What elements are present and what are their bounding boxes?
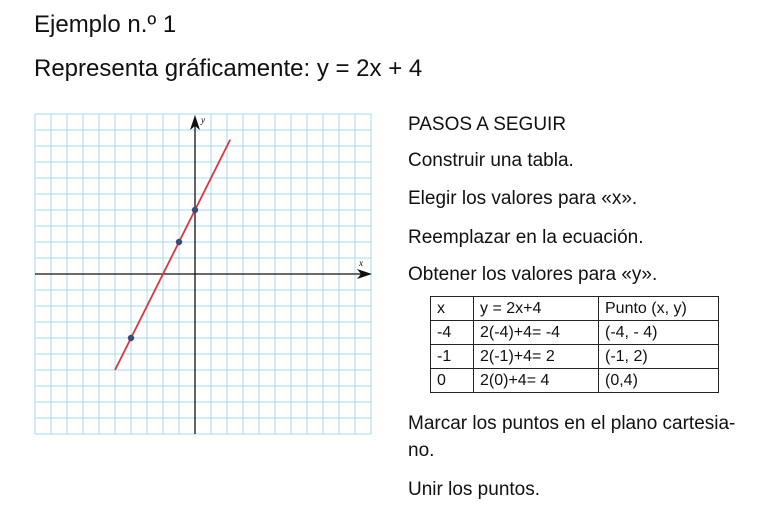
example-title: Ejemplo n.º 1 xyxy=(34,11,177,38)
table-cell: 2(-4)+4= -4 xyxy=(474,321,599,345)
table-header-row xyxy=(431,297,719,321)
steps-heading: PASOS A SEGUIR xyxy=(408,114,567,135)
cartesian-plane xyxy=(33,112,375,438)
table-cell: (-1, 2) xyxy=(599,345,719,369)
step-6: Unir los puntos. xyxy=(408,479,541,500)
table-row xyxy=(431,321,719,345)
step-2: Elegir los valores para «x». xyxy=(408,188,638,209)
step-5: Marcar los puntos en el plano cartesia- xyxy=(408,413,736,434)
table-row xyxy=(431,369,719,393)
plotted-point xyxy=(176,239,182,245)
values-table xyxy=(430,296,719,393)
table-header-y: y = 2x+4 xyxy=(474,297,599,321)
table-cell: (0,4) xyxy=(599,369,719,393)
table-cell: -4 xyxy=(431,321,474,345)
table-cell: 2(0)+4= 4 xyxy=(474,369,599,393)
step-5-continued: no. xyxy=(408,440,435,461)
table-cell: 0 xyxy=(431,369,474,393)
exercise-instruction: Representa gráficamente: y = 2x + 4 xyxy=(34,55,423,82)
table-cell: 2(-1)+4= 2 xyxy=(474,345,599,369)
table-header-point: Punto (x, y) xyxy=(599,297,719,321)
plotted-point xyxy=(128,335,134,341)
plotted-point xyxy=(192,207,198,213)
x-axis-label: x xyxy=(359,258,363,268)
step-3: Reemplazar en la ecuación. xyxy=(408,227,644,248)
table-cell: -1 xyxy=(431,345,474,369)
step-1: Construir una tabla. xyxy=(408,150,574,171)
table-header-x: x xyxy=(431,297,474,321)
table-cell: (-4, - 4) xyxy=(599,321,719,345)
table-row xyxy=(431,345,719,369)
step-4: Obtener los valores para «y». xyxy=(408,264,658,285)
y-axis-label: y xyxy=(201,115,205,125)
